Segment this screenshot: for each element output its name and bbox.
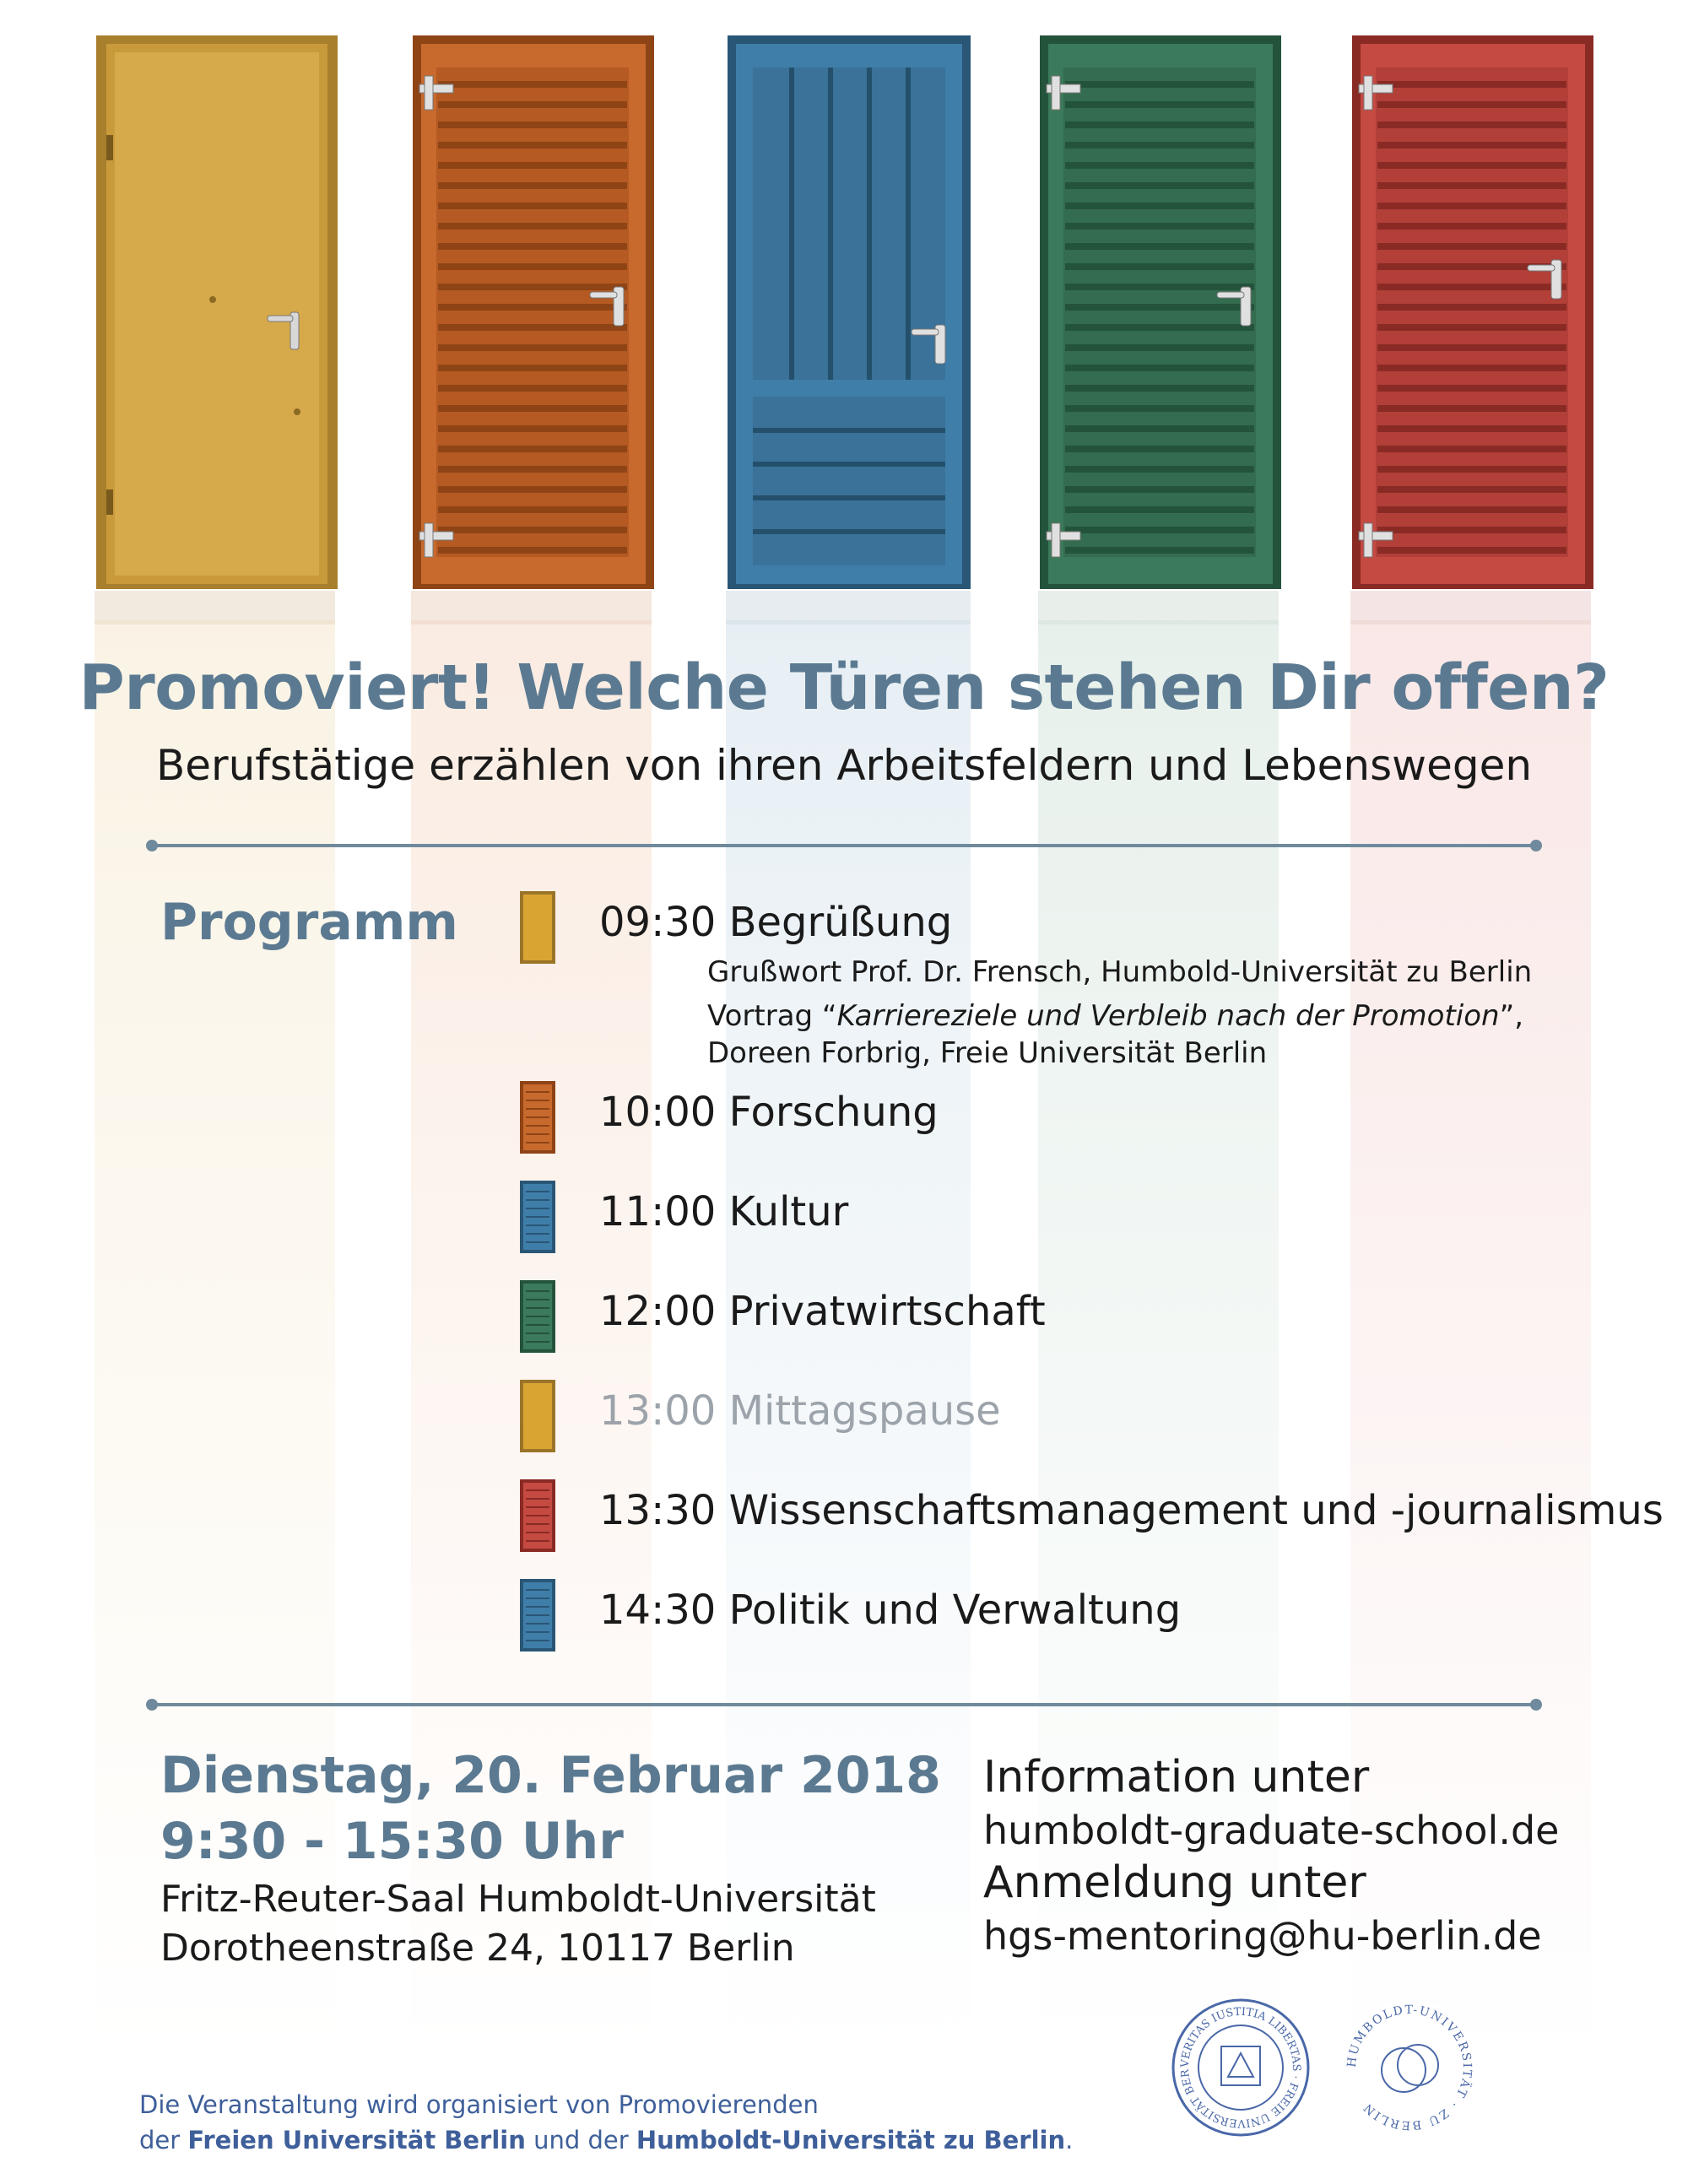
divider xyxy=(152,844,1536,847)
louver-slat xyxy=(1065,223,1254,230)
louver-slat xyxy=(438,527,627,533)
grusswort-line: Grußwort Prof. Dr. Frensch, Humbold-Universität zu Berlin xyxy=(707,955,1533,989)
louver-slat xyxy=(1377,324,1566,331)
organizers-line1: Die Veranstaltung wird organisiert von Promovierenden xyxy=(139,2090,819,2119)
louver-slat xyxy=(1065,527,1254,533)
hu-seal-text: HUMBOLDT-UNIVERSITÄT · ZU BERLIN xyxy=(1344,2003,1474,2133)
louver-slat xyxy=(1065,344,1254,351)
page-title: Promoviert! Welche Türen stehen Dir offen? xyxy=(78,651,1610,724)
louver-slat xyxy=(438,243,627,250)
louver-slat xyxy=(1065,405,1254,412)
louver-slat xyxy=(438,466,627,473)
louver-slat xyxy=(1065,101,1254,108)
door-icon xyxy=(519,1578,556,1656)
louver-slat xyxy=(1065,365,1254,371)
organizers-note xyxy=(139,2087,1073,2158)
louver-slat xyxy=(1065,324,1254,331)
door-icon xyxy=(519,890,556,968)
louver-slat xyxy=(1377,243,1566,250)
organizers-und: und der xyxy=(533,2126,629,2154)
louver-slat xyxy=(1377,122,1566,128)
programm-heading: Programm xyxy=(160,893,458,952)
louver-slat xyxy=(438,365,627,371)
louver-slat xyxy=(1377,203,1566,209)
louver-slat xyxy=(1377,547,1566,554)
louver-slat xyxy=(1065,385,1254,392)
louver-slat xyxy=(1377,446,1566,452)
louver-slat xyxy=(438,162,627,169)
door-icon xyxy=(519,1080,556,1158)
organizers-hu: Humboldt-Universität zu Berlin xyxy=(636,2126,1066,2154)
door-icon xyxy=(519,1180,556,1257)
louver-slat xyxy=(1065,81,1254,88)
event-date-time xyxy=(160,1743,941,1874)
louver-slat xyxy=(1377,405,1566,412)
divider xyxy=(152,1703,1536,1706)
vortrag-title: Karriereziele und Verbleib nach der Promotion xyxy=(836,999,1500,1033)
louver-slat xyxy=(438,547,627,554)
louver-slat xyxy=(1065,446,1254,452)
louver-slat xyxy=(1377,385,1566,392)
louver-slat xyxy=(438,446,627,452)
louver-slat xyxy=(438,324,627,331)
louver-slat xyxy=(1065,425,1254,432)
louver-slat xyxy=(1377,304,1566,311)
door-blue-illustration xyxy=(726,34,972,624)
louver-slat xyxy=(1377,142,1566,149)
louver-slat xyxy=(1065,243,1254,250)
hu-berlin-seal xyxy=(1338,1996,1481,2143)
louver-slat xyxy=(438,304,627,311)
schedule-item-label: 09:30 Begrüßung xyxy=(599,899,953,946)
louver-slat xyxy=(438,344,627,351)
vortrag-prefix: Vortrag “ xyxy=(707,999,837,1033)
schedule-item-label: 13:30 Wissenschaftsmanagement und -journalismus xyxy=(599,1487,1664,1534)
louver-slat xyxy=(1377,527,1566,533)
louver-slat xyxy=(1377,284,1566,290)
louver-slat xyxy=(438,142,627,149)
louver-slat xyxy=(1377,466,1566,473)
louver-slat xyxy=(438,81,627,88)
louver-slat xyxy=(438,223,627,230)
louver-slat xyxy=(1065,506,1254,513)
louver-slat xyxy=(1065,304,1254,311)
organizers-dot: . xyxy=(1065,2126,1074,2154)
contact-info xyxy=(983,1751,1559,1962)
door-icon xyxy=(519,1379,556,1457)
event-venue xyxy=(160,1875,876,1973)
louver-slat xyxy=(1377,365,1566,371)
schedule-item-label: 12:00 Privatwirtschaft xyxy=(599,1288,1046,1335)
event-date: Dienstag, 20. Februar 2018 xyxy=(160,1746,941,1805)
louver-slat xyxy=(1065,122,1254,128)
louver-slat xyxy=(1377,486,1566,493)
louver-slat xyxy=(1065,263,1254,270)
door-green-illustration xyxy=(1038,34,1283,624)
organizers-der: der xyxy=(139,2126,181,2154)
louver-slat xyxy=(1377,182,1566,189)
louver-slat xyxy=(1065,142,1254,149)
event-time: 9:30 - 15:30 Uhr xyxy=(160,1812,624,1871)
door-gold-illustration xyxy=(95,34,339,624)
organizers-fu: Freien Universität Berlin xyxy=(187,2126,526,2154)
louver-slat xyxy=(1377,425,1566,432)
register-email[interactable]: hgs-mentoring@hu-berlin.de xyxy=(983,1913,1542,1959)
louver-slat xyxy=(1065,284,1254,290)
louver-slat xyxy=(438,506,627,513)
louver-slat xyxy=(1065,182,1254,189)
fu-berlin-seal xyxy=(1169,1996,1312,2143)
door-icon xyxy=(519,1279,556,1357)
venue-line1: Fritz-Reuter-Saal Humboldt-Universität xyxy=(160,1878,876,1921)
schedule-item-label: 10:00 Forschung xyxy=(599,1089,939,1136)
schedule-item-label: 11:00 Kultur xyxy=(599,1188,849,1235)
louver-slat xyxy=(1065,203,1254,209)
speaker-line: Doreen Forbrig, Freie Universität Berlin xyxy=(707,1036,1268,1070)
louver-slat xyxy=(438,182,627,189)
venue-line2: Dorotheenstraße 24, 10117 Berlin xyxy=(160,1927,795,1970)
info-url[interactable]: humboldt-graduate-school.de xyxy=(983,1808,1560,1853)
vortrag-suffix: ”, xyxy=(1499,999,1523,1033)
schedule-item-label: 13:00 Mittagspause xyxy=(599,1387,1001,1435)
louver-slat xyxy=(438,425,627,432)
louver-slat xyxy=(1377,81,1566,88)
door-icon xyxy=(519,1479,556,1556)
page-subtitle: Berufstätige erzählen von ihren Arbeitsfeldern und Lebenswegen xyxy=(155,741,1533,790)
louver-slat xyxy=(438,101,627,108)
louver-slat xyxy=(1377,223,1566,230)
louver-slat xyxy=(438,284,627,290)
louver-slat xyxy=(1065,486,1254,493)
louver-slat xyxy=(1377,162,1566,169)
louver-slat xyxy=(438,385,627,392)
schedule-item-label: 14:30 Politik und Verwaltung xyxy=(599,1587,1182,1634)
louver-slat xyxy=(1377,506,1566,513)
louver-slat xyxy=(1065,547,1254,554)
louver-slat xyxy=(438,486,627,493)
louver-slat xyxy=(1377,101,1566,108)
louver-slat xyxy=(1065,162,1254,169)
door-orange-illustration xyxy=(411,34,656,624)
louver-slat xyxy=(1377,344,1566,351)
register-label: Anmeldung unter xyxy=(983,1857,1366,1908)
louver-slat xyxy=(438,405,627,412)
louver-slat xyxy=(438,263,627,270)
louver-slat xyxy=(438,122,627,128)
louver-slat xyxy=(1065,466,1254,473)
fu-seal-text: VERITAS IUSTITIA LIBERTAS · FREIE UNIVERSITÄT BER xyxy=(1178,2005,1303,2130)
louver-slat xyxy=(438,203,627,209)
door-red-illustration xyxy=(1350,34,1595,624)
vortrag-line xyxy=(707,999,1523,1033)
info-label: Information unter xyxy=(983,1752,1370,1803)
